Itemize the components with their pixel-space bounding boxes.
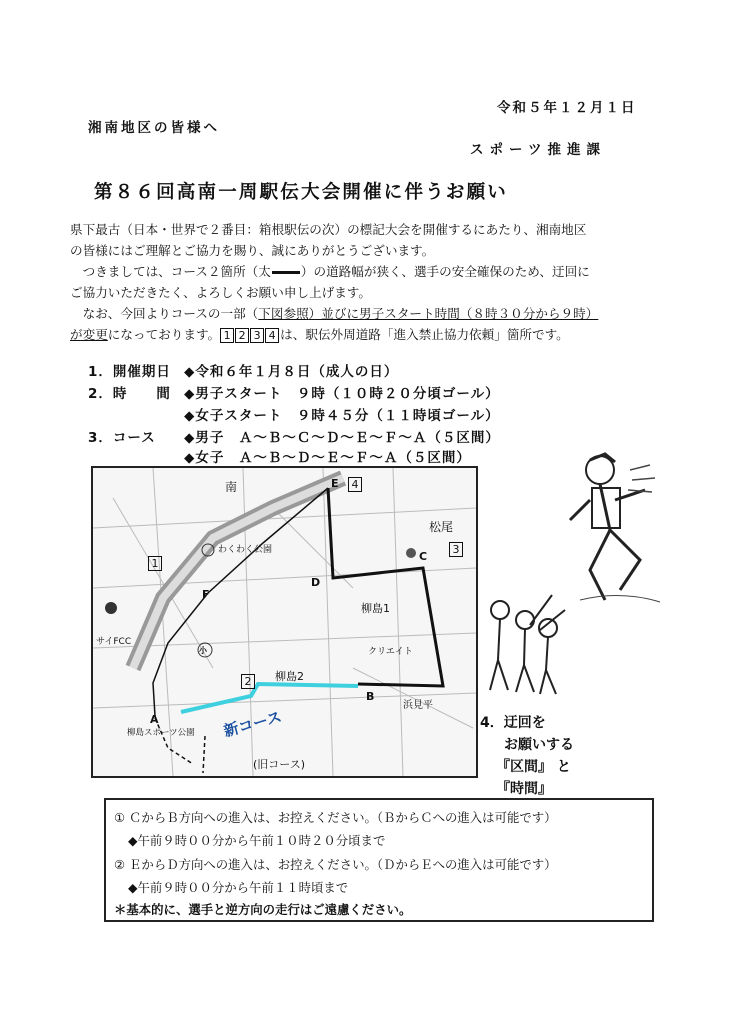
paragraph-line [70,303,670,324]
info-value: ◆女子 Ａ～Ｂ～Ｄ～Ｅ～Ｆ～Ａ（５区間） [184,450,471,466]
map-marker-icon [105,602,117,614]
paragraph-text: が変更 [70,327,108,342]
checkpoint-2: 2 [241,674,255,689]
notice-line: ① ＣからＢ方向への進入は、お控えください。（ＢからＣへの進入は可能です） [114,810,557,825]
course-point-a: A [150,713,159,726]
map-label: 浜見平 [403,700,433,711]
course-map [91,466,478,778]
department: スポーツ推進課 [470,142,606,158]
detour-heading [480,712,574,800]
map-marker-icon [406,548,416,558]
paragraph-intro [70,219,670,261]
info-time-women [88,404,500,424]
checkpoint-number: 2 [235,328,249,343]
checkpoint-number: 4 [265,328,279,343]
course-point-e: E [331,477,339,490]
paragraph-text: は、駅伝外周道路「進入禁止協力依頼」箇所です。 [280,327,569,342]
info-value: ◆女子スタート ９時４５分（１１時頃ゴール） [184,408,500,424]
notice-line: ◆午前９時００分から午前１１時頃まで [128,880,349,895]
notice-line: ② ＥからＤ方向への進入は、お控えください。（ＤからＥへの進入は可能です） [114,857,557,872]
notice-line: ＊基本的に、選手と逆方向の走行はご遠慮ください。 [114,902,412,917]
notice-line: ◆午前９時００分から午前１０時２０分頃まで [128,833,386,848]
paragraph-text: なお、今回よりコースの一部（ [82,306,259,321]
info-value: ◆令和６年１月８日（成人の日） [184,364,399,380]
course-point-d: D [311,576,321,589]
course-point-b: B [366,690,375,703]
paragraph-detour-request [70,261,670,303]
checkpoint-number: 3 [250,328,264,343]
paragraph-text: ）の道路幅が狭く、選手の安全確保のため、迂回に [300,264,590,279]
paragraph-line [70,261,670,282]
info-course [88,426,500,446]
info-date [88,360,398,380]
document-title: 第８６回高南一周駅伝大会開催に伴うお願い [94,182,509,203]
map-label: サイFCC [96,637,132,647]
course-point-f: F [202,588,210,601]
checkpoint-number: 1 [220,328,234,343]
map-label: 柳島2 [275,670,304,683]
map-label: わくわく公園 [218,545,273,555]
thick-line-icon [272,271,300,274]
map-label: 柳島スポーツ公園 [127,728,195,738]
course-point-c: C [419,550,428,563]
paragraph-course-change [70,303,670,345]
map-label: 松尾 [429,520,454,534]
info-value: ◆男子スタート ９時（１０時２０分頃ゴール） [184,386,500,402]
checkpoint-1: 1 [148,556,162,571]
map-reference: 下図参照 [258,306,309,321]
map-label: 柳島1 [361,602,390,615]
old-course-label: (旧コース) [253,758,306,771]
paragraph-line: の皆様にはご理解とご協力を賜り、誠にありがとうございます。 [70,243,435,258]
document-date: 令和５年１２月１日 [497,100,637,116]
map-label: クリエイト [368,647,413,657]
spectators-illustration [480,590,570,700]
info-value: ◆男子 Ａ～Ｂ～Ｃ～Ｄ～Ｅ～Ｆ～Ａ（５区間） [184,430,500,446]
checkpoint-3: 3 [449,542,463,557]
detour-line: 『区間』 と [496,759,571,775]
paragraph-text: になっております。 [107,327,221,342]
new-course-label: 新コース [221,707,284,741]
detour-line: 『時間』 [496,781,552,797]
info-time [88,382,500,402]
checkpoint-4: 4 [348,477,362,492]
info-label: 1．開催期日 [88,364,171,380]
info-label: 3．コース [88,430,156,446]
info-course-women [88,446,471,466]
map-label: 南 [225,480,238,494]
paragraph-line [70,324,670,345]
detour-line: 4．迂回を [480,715,546,731]
detour-line: お願いする [504,737,574,753]
info-label: 2．時 間 [88,386,171,402]
paragraph-line: ご協力いただきたく、よろしくお願い申し上げます。 [70,285,371,300]
notice-box [104,798,654,922]
addressee: 湘南地区の皆様へ [88,120,220,136]
paragraph-line: 県下最古（日本・世界で２番目：箱根駅伝の次）の標記大会を開催するにあたり、湘南地区 [70,222,587,237]
map-label: 小 [199,646,207,655]
runner-illustration [560,450,710,610]
paragraph-text: ）並びに男子スタート時間（８時３０分から９時） [308,306,599,321]
paragraph-text: つきましては、コース２箇所（太 [82,264,271,279]
